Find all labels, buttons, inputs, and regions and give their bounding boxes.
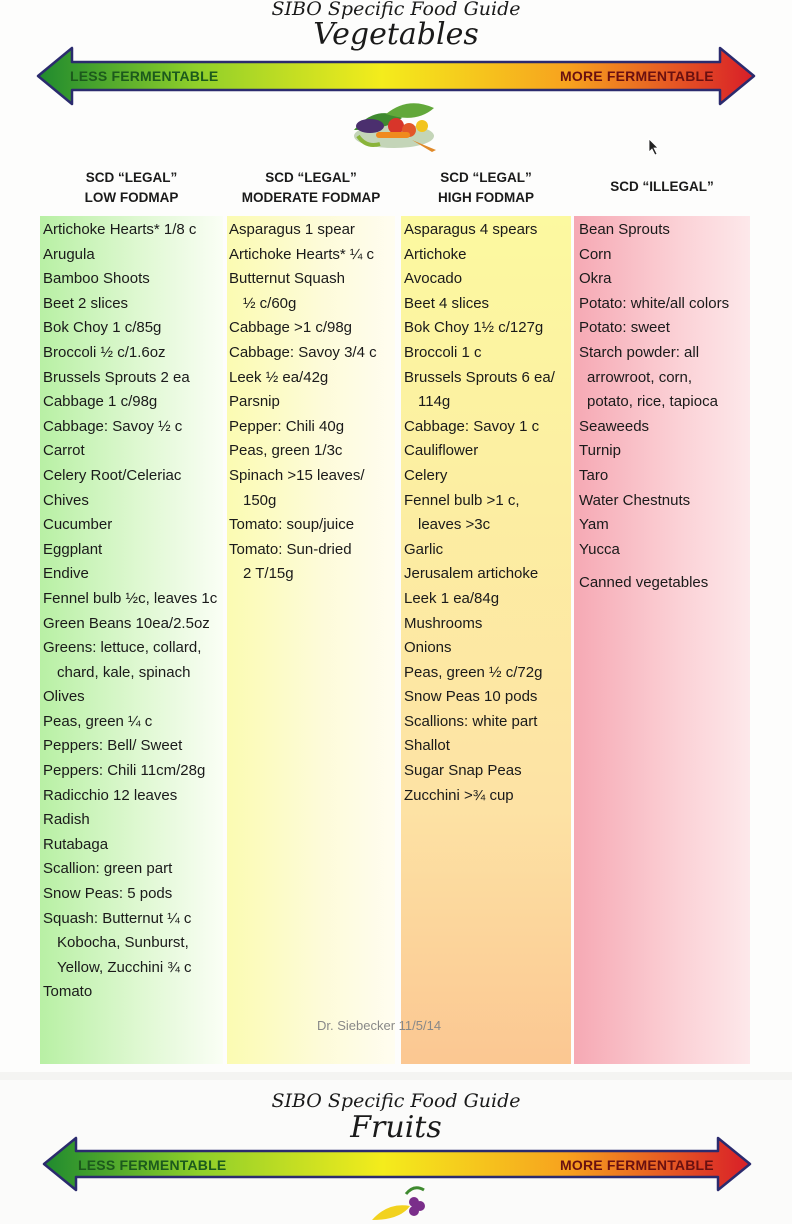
guide-title: Vegetables <box>313 17 479 52</box>
list-item: Garlic <box>404 540 444 558</box>
list-item: Tomato <box>43 983 93 1001</box>
moderate-fodmap-list <box>229 218 377 587</box>
list-item: Rutabaga <box>43 835 109 853</box>
list-item: Avocado <box>404 270 463 288</box>
list-item: Artichoke <box>404 245 467 263</box>
list-item: Radish <box>43 811 90 829</box>
list-item: Snow Peas: 5 pods <box>43 885 173 903</box>
column-heading-high-fodmap: SCD “LEGAL” HIGH FODMAP <box>438 170 534 205</box>
list-item: Broccoli 1 c <box>404 343 482 361</box>
low-fodmap-list <box>43 218 217 1005</box>
list-item: Potato: white/all colors <box>579 294 730 312</box>
list-item: Jerusalem artichoke <box>404 565 539 583</box>
fruits-more-fermentable-label: MORE FERMENTABLE <box>560 1157 714 1173</box>
fruits-subtitle: SIBO Specific Food Guide <box>271 1090 521 1112</box>
list-item: Bamboo Shoots <box>43 270 150 288</box>
list-item: Cabbage 1 c/98g <box>43 393 158 411</box>
list-item: Starch powder: all <box>579 343 700 361</box>
list-item: Cauliflower <box>404 442 479 460</box>
list-item: Peas, green 1/3c <box>229 442 343 460</box>
list-item: Sugar Snap Peas <box>404 762 522 780</box>
list-item: Carrot <box>43 442 85 460</box>
more-fermentable-label: MORE FERMENTABLE <box>560 68 714 84</box>
list-item: Taro <box>579 466 609 484</box>
list-item: Spinach >15 leaves/ <box>229 466 365 484</box>
list-item: Cabbage: Savoy ½ c <box>43 417 183 435</box>
list-item: Scallion: green part <box>43 860 173 878</box>
list-item: Yucca <box>579 540 620 558</box>
list-item: Bok Choy 1 c/85g <box>43 319 162 337</box>
fruits-less-fermentable-label: LESS FERMENTABLE <box>78 1157 227 1173</box>
list-item: Artichoke Hearts* ¼ c <box>229 245 375 263</box>
list-item: Chives <box>43 491 89 509</box>
list-item: arrowroot, corn, <box>587 368 693 386</box>
less-fermentable-label: LESS FERMENTABLE <box>70 68 219 84</box>
list-item: Yellow, Zucchini ¾ c <box>57 958 192 976</box>
list-item: Seaweeds <box>579 417 650 435</box>
list-item: Greens: lettuce, collard, <box>43 639 202 657</box>
list-item: Artichoke Hearts* 1/8 c <box>43 221 197 238</box>
list-item: Brussels Sprouts 2 ea <box>43 368 190 386</box>
list-item: Parsnip <box>229 393 280 411</box>
list-item: Water Chestnuts <box>579 491 691 509</box>
list-item: 2 T/15g <box>243 565 294 583</box>
list-item: Peppers: Bell/ Sweet <box>43 737 183 755</box>
column-heading-moderate-fodmap: SCD “LEGAL” MODERATE FODMAP <box>241 170 381 205</box>
list-item: Cucumber <box>43 516 113 534</box>
list-item: Pepper: Chili 40g <box>229 417 345 435</box>
list-item: Scallions: white part <box>404 712 538 730</box>
list-item: Celery Root/Celeriac <box>43 466 182 484</box>
list-item: Bean Sprouts <box>579 221 670 238</box>
list-item: Green Beans 10ea/2.5oz <box>43 614 210 632</box>
list-item: Celery <box>404 466 448 484</box>
list-item: Bok Choy 1½ c/127g <box>404 319 544 337</box>
list-item: Cabbage: Savoy 3/4 c <box>229 343 377 361</box>
list-item: Canned vegetables <box>579 574 709 592</box>
list-item: Brussels Sprouts 6 ea/ <box>404 368 555 386</box>
guide-subtitle: SIBO Specific Food Guide <box>271 0 521 20</box>
list-item: Tomato: Sun-dried <box>229 540 352 558</box>
list-item: Fennel bulb ½c, leaves 1c <box>43 589 218 607</box>
list-item: Squash: Butternut ¼ c <box>43 909 192 927</box>
list-item: Shallot <box>404 737 450 755</box>
list-item: Peas, green ¼ c <box>43 712 153 730</box>
list-item: Eggplant <box>43 540 103 558</box>
list-item: Turnip <box>579 442 621 460</box>
list-item: leaves >3c <box>418 516 491 534</box>
list-item: Okra <box>579 270 612 288</box>
list-item: Snow Peas 10 pods <box>404 688 538 706</box>
list-item: Kobocha, Sunburst, <box>57 934 189 952</box>
fruits-icon <box>370 1180 434 1224</box>
list-item: Cabbage >1 c/98g <box>229 319 353 337</box>
mouse-cursor-icon <box>648 138 660 156</box>
list-item: ½ c/60g <box>243 294 297 312</box>
list-item: Beet 4 slices <box>404 294 490 312</box>
list-item: Asparagus 4 spears <box>404 221 538 238</box>
list-item: Potato: sweet <box>579 319 670 337</box>
list-item: Butternut Squash <box>229 270 345 288</box>
list-item: Zucchini >¾ cup <box>404 786 514 804</box>
high-fodmap-list <box>404 218 555 808</box>
author-signature: Dr. Siebecker 11/5/14 <box>317 1018 442 1033</box>
list-item: Fennel bulb >1 c, <box>404 491 520 509</box>
list-item: Broccoli ½ c/1.6oz <box>43 343 166 361</box>
list-item: Peppers: Chili 11cm/28g <box>43 762 206 780</box>
list-item: 150g <box>243 491 277 509</box>
list-item: Mushrooms <box>404 614 483 632</box>
list-item: Leek ½ ea/42g <box>229 368 329 386</box>
list-item: 114g <box>418 393 451 411</box>
list-item: Tomato: soup/juice <box>229 516 355 534</box>
fruits-title: Fruits <box>350 1110 442 1145</box>
vegetables-icon <box>346 96 441 154</box>
list-item: Olives <box>43 688 85 706</box>
list-item: Arugula <box>43 245 95 263</box>
list-item: Endive <box>43 565 89 583</box>
list-item: Yam <box>579 516 609 534</box>
list-item: potato, rice, tapioca <box>587 393 718 411</box>
list-item: Peas, green ½ c/72g <box>404 663 543 681</box>
list-item: Radicchio 12 leaves <box>43 786 178 804</box>
list-item: Asparagus 1 spear <box>229 221 355 238</box>
column-heading-low-fodmap: SCD “LEGAL” LOW FODMAP <box>84 170 179 205</box>
list-item: chard, kale, spinach <box>57 663 191 681</box>
list-item: Beet 2 slices <box>43 294 129 312</box>
column-heading-illegal: SCD “ILLEGAL” <box>610 179 714 194</box>
list-item: Leek 1 ea/84g <box>404 589 500 607</box>
list-item: Cabbage: Savoy 1 c <box>404 417 540 435</box>
list-item: Corn <box>579 245 612 263</box>
list-item: Onions <box>404 639 452 657</box>
illegal-list <box>579 218 729 596</box>
